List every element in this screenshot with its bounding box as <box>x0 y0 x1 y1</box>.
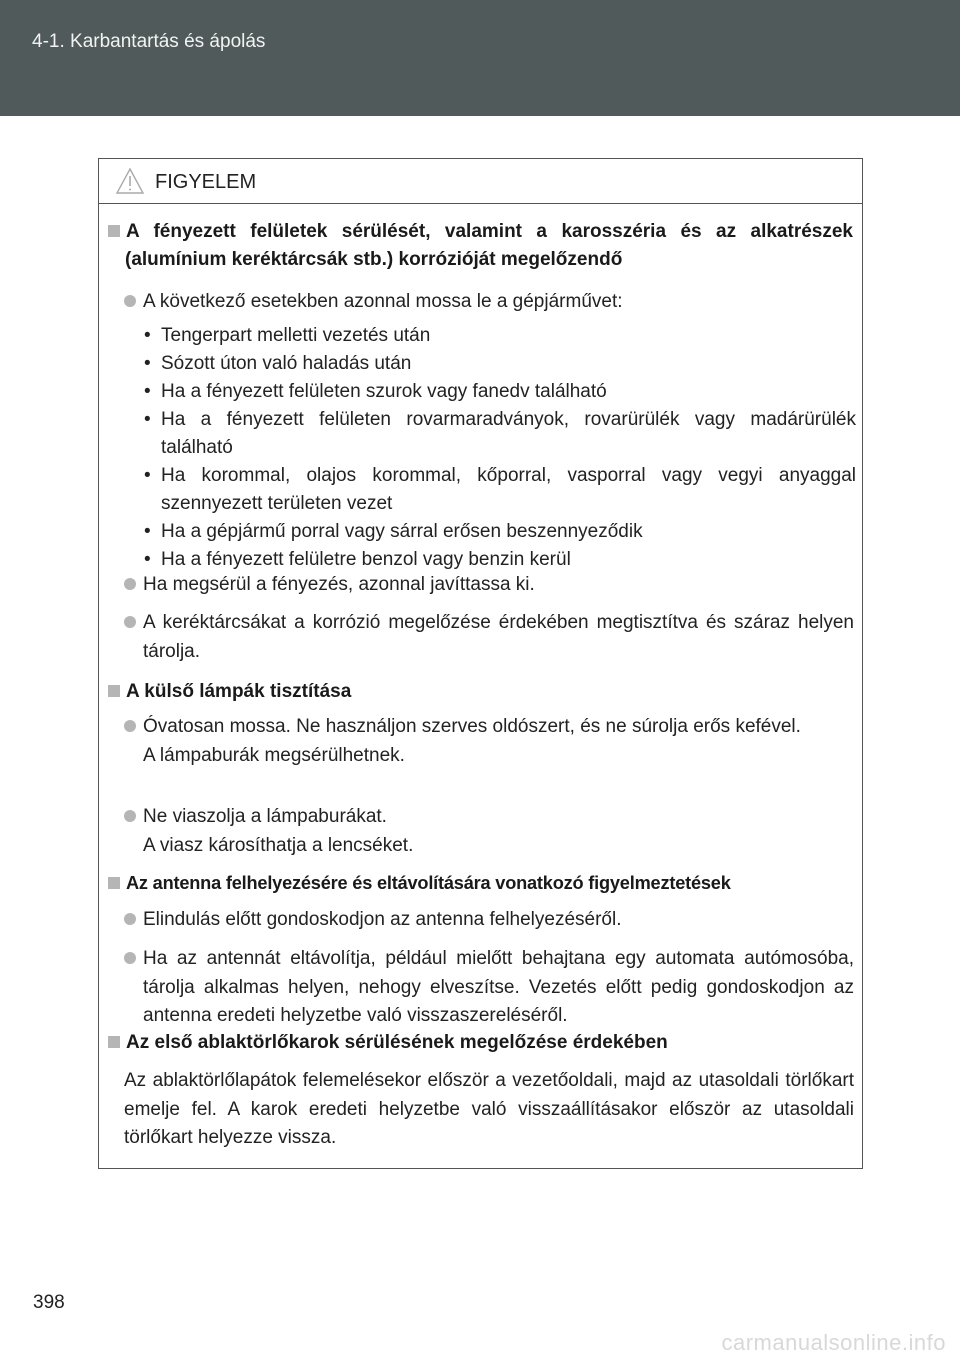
section-heading: A fényezett felületek sérülését, valamint a karosszéria és az alkatrészek (alumínium keréktárcsák stb.) korrózióját megelőzendő <box>108 218 853 274</box>
square-bullet-icon <box>108 685 120 697</box>
circle-bullet-icon <box>124 952 136 964</box>
circle-bullet-icon <box>124 720 136 732</box>
warning-box <box>98 158 863 1169</box>
chapter-header <box>0 0 960 116</box>
square-bullet-icon <box>108 1036 120 1048</box>
square-bullet-icon <box>108 225 120 237</box>
bullet-list <box>144 322 856 574</box>
list-item: Ha megsérül a fényezés, azonnal javíttassa ki. <box>124 571 854 600</box>
square-bullet-icon <box>108 877 120 889</box>
list-item: Ha az antennát eltávolítja, például mielőtt behajtana egy automata autómosóba, tárolja alkalmas helyen, nehogy elveszítse. Vezetés előtt pedig gondoskodjon az antenna eredeti helyzetbe való visszaszereléséről. <box>124 945 854 1031</box>
list-item: Óvatosan mossa. Ne használjon szerves oldószert, és ne súrolja erős kefével. A lámpaburák megsérülhetnek. <box>124 713 854 770</box>
list-item: • Ha a fényezett felületen szurok vagy fanedv található <box>144 381 607 402</box>
section-heading: Az antenna felhelyezésére és eltávolítására vonatkozó figyelmeztetések <box>108 869 853 897</box>
circle-bullet-icon <box>124 616 136 628</box>
list-item: A keréktárcsákat a korrózió megelőzése érdekében megtisztítva és száraz helyen tárolja. <box>124 609 854 666</box>
section-heading: Az első ablaktörlőkarok sérülésének megelőzése érdekében <box>108 1029 853 1057</box>
list-item: • Ha a fényezett felületre benzol vagy benzin kerül <box>144 549 571 570</box>
list-item: A következő esetekben azonnal mossa le a gépjárművet: <box>124 288 854 317</box>
page-number: 398 <box>33 1292 65 1313</box>
list-item: • Tengerpart melletti vezetés után <box>144 325 431 346</box>
list-item: • Ha a fényezett felületen rovarmaradványok, rovarürülék vagy madárürülék található <box>144 409 856 458</box>
section-heading: A külső lámpák tisztítása <box>108 678 853 706</box>
watermark: carmanualsonline.info <box>721 1330 946 1355</box>
list-item: • Ha korommal, olajos korommal, kőporral, vasporral vagy vegyi anyaggal szennyezett területen vezet <box>144 465 856 514</box>
warning-header <box>99 159 862 204</box>
list-item: • Ha a gépjármű porral vagy sárral erősen beszennyeződik <box>144 521 643 542</box>
circle-bullet-icon <box>124 913 136 925</box>
circle-bullet-icon <box>124 295 136 307</box>
warning-triangle-icon <box>116 168 144 194</box>
list-item: Ne viaszolja a lámpaburákat. A viasz károsíthatja a lencséket. <box>124 803 854 860</box>
list-item: Elindulás előtt gondoskodjon az antenna felhelyezéséről. <box>124 906 854 935</box>
chapter-title: 4-1. Karbantartás és ápolás <box>32 31 266 52</box>
list-item: • Sózott úton való haladás után <box>144 353 412 374</box>
circle-bullet-icon <box>124 810 136 822</box>
circle-bullet-icon <box>124 578 136 590</box>
warning-label: FIGYELEM <box>155 171 257 193</box>
paragraph: Az ablaktörlőlapátok felemelésekor először a vezetőoldali, majd az utasoldali törlőkart emelje fel. A karok eredeti helyzetbe való visszaállításakor először az utasoldali törlőkart helyezze vissza. <box>124 1070 854 1148</box>
